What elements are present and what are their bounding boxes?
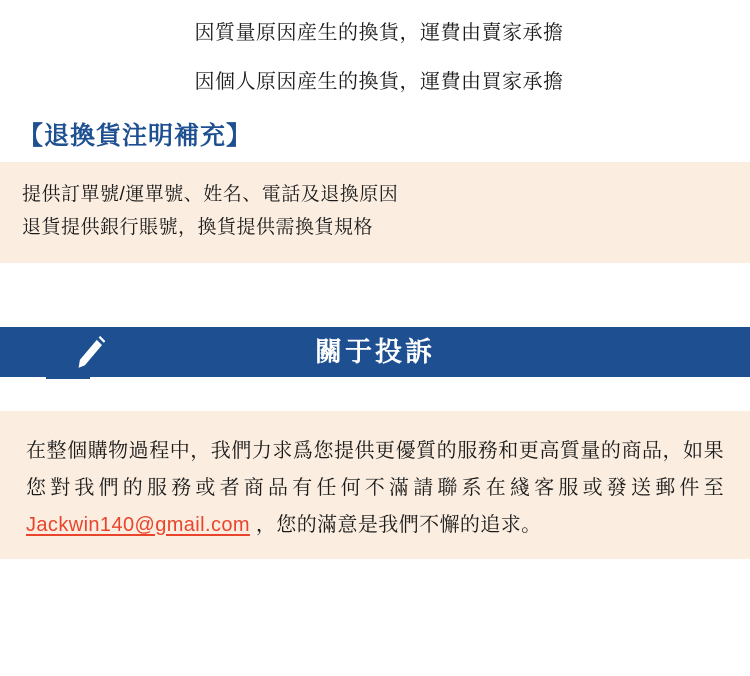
note-box xyxy=(0,162,750,263)
footer-text xyxy=(26,433,724,544)
footer-text-before: 在整個購物過程中，我們力求爲您提供更優質的服務和更高質量的商品，如果您對我們的服務或者商品有任何不滿請聯系在綫客服或發送郵件至 xyxy=(26,439,724,499)
policy-line-quality: 因質量原因産生的換貨，運費由賣家承擔 xyxy=(194,22,564,44)
policy-line-personal: 因個人原因産生的換貨，運費由買家承擔 xyxy=(194,71,564,93)
footer-text-after: ，您的滿意是我們不懈的追求。 xyxy=(249,513,542,536)
banner-title: 關于投訴 xyxy=(315,336,435,367)
support-email-link[interactable]: Jackwin140@gmail.com xyxy=(26,513,250,536)
policy-lines xyxy=(0,0,750,98)
pencil-edit-icon xyxy=(38,315,112,389)
note-line-account: 退貨提供銀行賬號，換貨提供需換貨規格 xyxy=(22,217,374,239)
footer-box xyxy=(0,411,750,559)
note-line-info: 提供訂單號/運單號、姓名、電話及退換原因 xyxy=(22,184,399,205)
note-section-heading: 【退換貨注明補充】 xyxy=(18,122,253,150)
complaint-banner xyxy=(0,315,750,389)
